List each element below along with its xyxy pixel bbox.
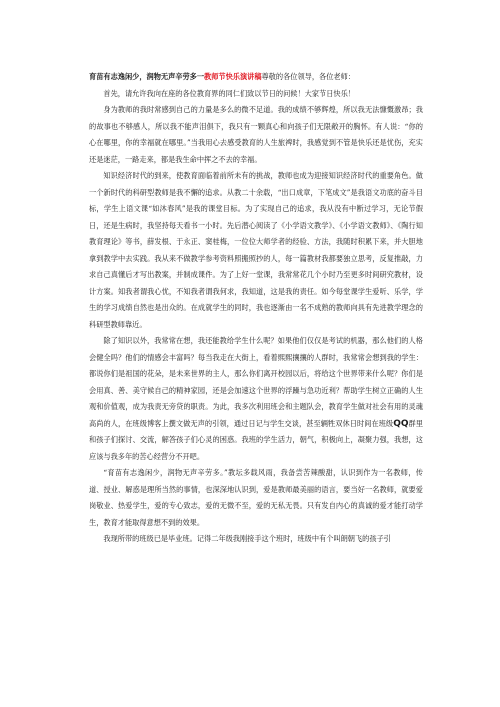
qq-text: QQ	[393, 418, 409, 429]
salutation: 尊敬的各位领导，各位老师：	[261, 72, 355, 81]
paragraph-teacher-love: “育苗有志逸闲少，润物无声辛劳多。”教坛多载风雨，我备尝苦辣酸甜，认识到作为一名教师，传道、授业、解惑是理所当然的事情，也深深地认识到，爱是教师最美丽的语言，要当好一名教师，就要爱岗敬业、热爱学生，爱的专心致志，爱的无微不至，爱的无私无畏。只有发自内心的真诚的爱才能打动学生，教育才能取得意想不到的效果。	[89, 468, 423, 527]
paragraph-text-after-qq: 群里和孩子们探讨、交流，解答孩子们心灵的困惑。我班的学生活力，朝气，积极向上，凝聚力强，我想，这应该与我多年的苦心经营分不开吧。	[89, 418, 423, 461]
title-dash: 一	[196, 72, 205, 81]
document-body	[89, 69, 423, 548]
paragraph-graduating-class: 我现所带的班级已是毕业班。记得二年级我刚接手这个班时，班级中有个叫朗朝飞的孩子引	[103, 534, 391, 543]
title-highlight-link[interactable]: 教师节快乐演讲稿	[204, 72, 262, 81]
speech-title: 育苗有志逸闲少，润物无声辛劳多	[89, 72, 197, 81]
paragraph-research-teacher: 知识经济时代的到来，使教育面临着前所未有的挑战，教师也成为迎接知识经济时代的重要角色。做一个新时代的科研型教师是我不懈的追求。从教二十余载，“出口成章，下笔成文”是我语文功底的奋斗目标，学生上语文课“如沐春风”是我的课堂目标。为了实现自己的追求，我从没有中断过学习，无论节假日，还是生病时，我坚持每天看书一小时。先后潜心阅读了《小学语文教学》、《小学语文教师》、《陶行知教育理论》等书，薛发根、于永正、窦桂梅，一位位大师学者的经验、方法，我随时积累下来，并大胆地拿到教学中去实践。我从来不做教学参考资料照搬照抄的人，每一篇教材我都要独立思考，反复推敲，力求自己真懂后才写出教案，并制成课件。为了上好一堂课，我常常花几个小时乃至更多时间研究教材，设计方案。知我者谓我心忧，不知我者谓我何求，我知道，这是我的责任。如今每堂课学生爱听、乐学，学生的学习成绩自然也是出众的。在成就学生的同时，我也逐渐由一名不成熟的教师向具有先进教学理念的科研型教师靠近。	[89, 171, 423, 329]
paragraph-happiness: 身为教师的我时常感到自己的力量是多么的微不足道。我的成绩不够辉煌，所以我无法慷慨激昂；我的故事也不够感人，所以我不能声泪俱下，我只有一颗真心和向孩子们无限敞开的胸怀。有人说：“你的心在哪里，你的幸福就在哪里。”当我用心去感受教育的人生旅裨时，我感觉到不管是快乐还是忧伤，充实还是迷茫，一路走来，都是我生命中挥之不去的幸福。	[89, 105, 423, 164]
paragraph-character-education	[89, 333, 423, 465]
paragraph-greeting: 首先，请允许我向在座的各位教育界的同仁们致以节日的问候！大家节日快乐！	[103, 88, 355, 98]
paragraph-text-before-qq: 除了知识以外，我常常在想，我还能教给学生什么呢？如果他们仅仅是考试的机器，那么他们的人格会健全吗？他们的情感会丰富吗？每当我走在大街上，看着熙熙攘攘的人群时，我常常会想到我的学生：都说你们是祖国的花朵，是未来世界的主人，那么你们离开校园以后，将给这个世界带来什么呢？你们是会用真、善、美守候自己的精神家园，还是会加速这个世界的浮躁与急功近利？帮助学生树立正确的人生观和价值观，成为我责无旁贷的职责。为此，我多次利用班会和主题队会，教育学生做对社会有用的灵魂高尚的人，在班级博客上撰文做无声的引领，通过日记与学生交谈，甚至辆牲双休日时间在班级	[89, 336, 423, 428]
title-line	[89, 69, 423, 86]
